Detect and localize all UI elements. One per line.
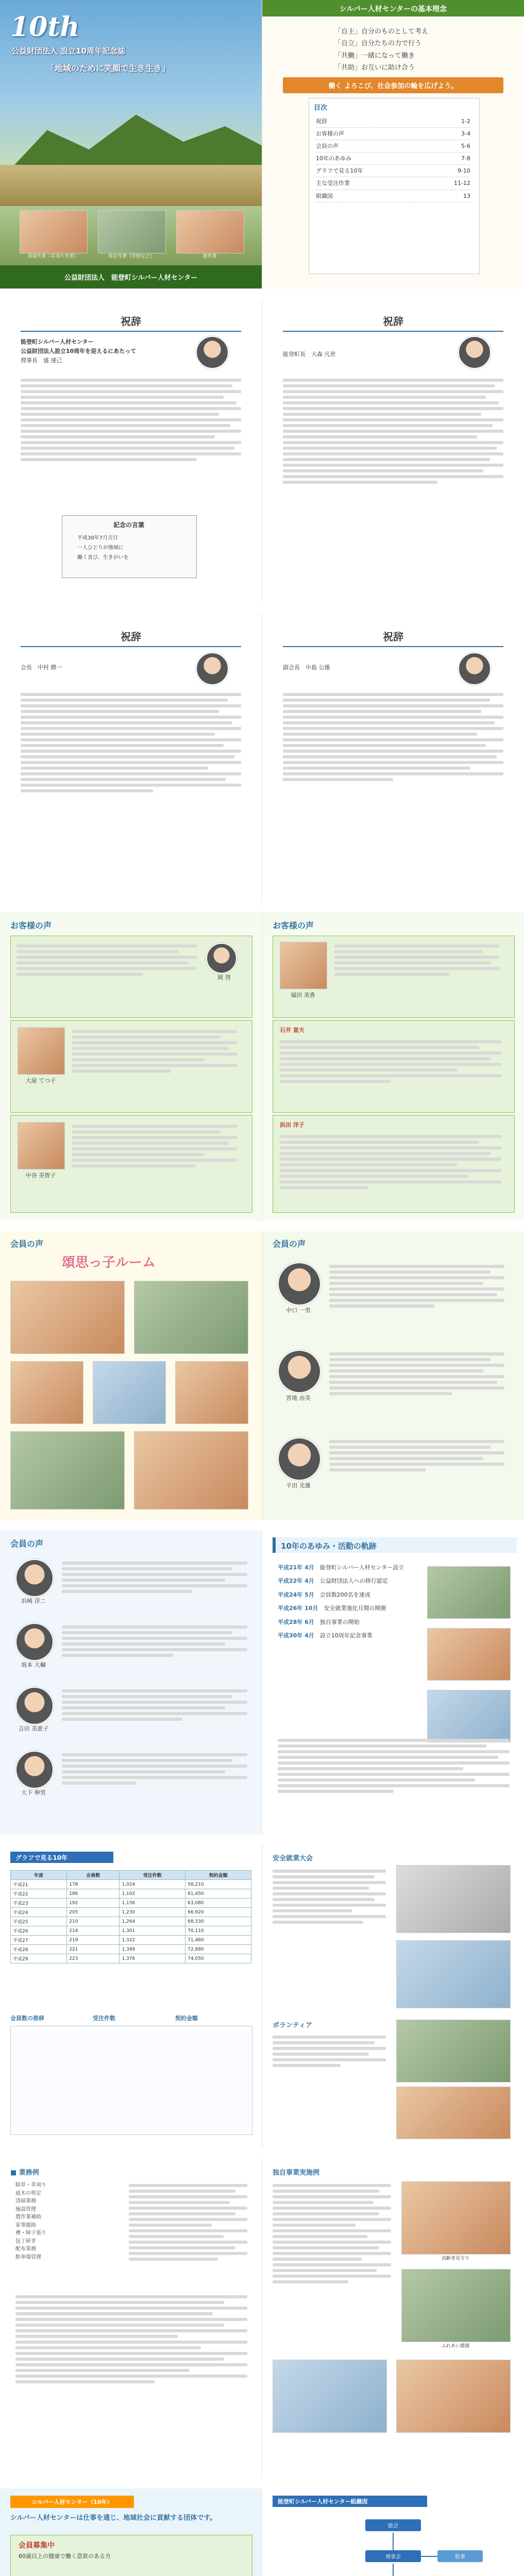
history-list [278,1561,417,1642]
member-text-1 [329,1262,504,1310]
table-row [11,1880,251,1889]
join-title: 会員募集中 [19,2541,55,2550]
toc-row[interactable] [316,177,470,190]
toc-list [316,115,470,202]
works-detail-list [129,2181,247,2263]
org-connector-4 [421,2556,437,2557]
table-header-cell: 受注件数 [120,1871,185,1880]
table-cell: 1,230 [120,1908,185,1917]
works-item: 農作業補助 [15,2214,41,2220]
works-photo-1 [401,2181,511,2255]
table-cell: 68,330 [185,1917,251,1926]
table-cell: 平成24 [11,1908,67,1917]
graphs-table-header [11,1871,251,1880]
history-entry [278,1629,417,1642]
works-item: 襖・障子張り [15,2230,46,2236]
room-photo-3 [10,1361,83,1424]
table-row [11,1908,251,1917]
history-date: 平成21年 4月 [278,1564,314,1571]
table-header-cell: 契約金額 [185,1871,251,1880]
history-entry [278,1602,417,1615]
member-room-page [0,1231,262,1520]
member-name-2: 宮地 由美 [286,1395,311,1401]
works-item: 施設管理 [15,2206,36,2212]
table-cell: 210 [67,1917,120,1926]
table-cell: 70,110 [185,1926,251,1936]
works-item: 清掃業務 [15,2198,36,2204]
member-voice-title-2: 会員の声 [10,1539,44,1549]
table-cell: 219 [67,1936,120,1945]
customer-name-3: 中谷 美智子 [25,1172,56,1179]
history-text: 独自事業の開始 [319,1618,360,1625]
customer-voice-title: お客様の声 [10,921,52,930]
history-photo-3 [427,1690,511,1742]
member-text-3 [329,1437,504,1474]
member2-name-4: 大下 伸男 [21,1789,46,1796]
customer-name-5: 石井 富夫 [280,1027,305,1033]
room-photo-1 [10,1281,125,1354]
works-list-page [0,2159,262,2478]
works-item: 庭木の剪定 [15,2190,41,2196]
cover-subtitle: 公益財団法人 設立10周年記念誌 [11,46,126,56]
member-voice-right [262,1231,524,1520]
anniversary-number: 10th [10,11,80,43]
graph-section-label-2: 受注件数 [93,2015,115,2022]
table-row [11,1926,251,1936]
table-row [11,1917,251,1926]
table-cell: 63,080 [185,1899,251,1908]
org-box-general: 総会 [365,2519,421,2531]
member2-text-3 [62,1687,247,1723]
graphs-spread [0,1844,524,2148]
member2-text-1 [62,1559,247,1596]
member-name-1: 中口 一男 [286,1307,311,1314]
works-item: 配布業務 [15,2246,36,2252]
history-text: 設立10周年記念事業 [319,1632,373,1639]
greeting-title-right: 祝辞 [383,315,403,328]
toc-label: 主な受注作業 [316,180,350,187]
history-text: 安全就業強化月間の開催 [324,1605,386,1612]
history-text: 公益財団法人への移行認定 [319,1578,388,1585]
poem-line: 一人ひとりが地域に [77,545,124,551]
table-row [11,1936,251,1945]
table-cell: 平成26 [11,1926,67,1936]
toc-page: 3-4 [461,130,470,138]
customer-text-2 [72,1027,237,1075]
table-cell: 1,349 [120,1945,185,1954]
safety-photo-2 [396,1940,511,2008]
cover-spread [0,0,524,289]
principle-item: 「自立」自分たちの力で行う [334,40,422,48]
poem-line: 平成30年7月吉日 [77,535,119,541]
greeting2-title-right: 祝辞 [383,631,403,643]
table-cell: 平成27 [11,1936,67,1945]
safety-list [273,1867,386,1926]
member-voice-title-right: 会員の声 [273,1239,306,1249]
org-connector-1 [393,2533,394,2550]
greeting-body [21,376,241,464]
history-photo-2 [427,1628,511,1681]
history-notes [278,1736,510,1795]
table-cell: 平成21 [11,1880,67,1889]
member-name-3: 平田 光雄 [286,1482,311,1489]
poem-line: 働く喜び、生きがいを [77,555,129,561]
closing-banner: シルバー人材センター（10年） [10,2496,134,2508]
history-date: 平成30年 4月 [278,1632,314,1639]
principle-item: 「自主」自分のものとして考え [334,28,429,36]
room-photo-4 [93,1361,166,1424]
member-portrait-3 [278,1437,321,1481]
graphs-table-page [0,1844,262,2148]
history-entry [278,1574,417,1588]
toc-title: 目次 [314,104,328,112]
toc-row[interactable] [316,140,470,152]
toc-label: 組織図 [316,192,333,199]
table-cell: 192 [67,1899,120,1908]
graph-section-label-3: 契約金額 [175,2015,198,2022]
toc-page: 9-10 [458,167,470,175]
greeting-rule [21,331,241,332]
toc-page: 7-8 [461,155,470,162]
closing-left [0,2488,262,2576]
works-photo-2 [401,2269,511,2342]
graph-section-label-1: 会員数の推移 [10,2015,44,2022]
toc-page: 11-12 [454,180,470,187]
table-cell: 214 [67,1926,120,1936]
customer-photo-2 [18,1027,65,1075]
table-cell: 221 [67,1945,120,1954]
member2-portrait-1 [15,1559,54,1597]
toc-label: グラフで見る10年 [316,167,363,175]
chair-portrait [196,652,229,685]
closing-spread [0,2488,524,2576]
customer-photo-4 [280,942,327,989]
safety-photo-1 [396,1865,511,1933]
toc-row[interactable] [316,152,470,165]
customer-name-1: 岡 啓 [217,974,231,981]
volunteer-photo-1 [396,2020,511,2082]
president-portrait [196,336,229,369]
volunteer-list [273,2033,386,2070]
toc-row[interactable] [316,165,470,177]
table-cell: 61,450 [185,1889,251,1899]
table-cell: 1,024 [120,1880,185,1889]
vice-chair-body [283,690,503,784]
history-text: 会員数200名を達成 [319,1591,370,1598]
works-photo-4 [396,2360,511,2433]
principle-item: 「共働」一緒になって働き [334,52,415,60]
member-voice-title: 会員の声 [10,1239,44,1249]
member-voice-2 [0,1530,262,1834]
member2-name-1: 浜崎 洋二 [21,1598,46,1604]
poem-title: 記念の言葉 [113,521,144,529]
member2-portrait-4 [15,1751,54,1789]
works-photo-3 [273,2360,387,2433]
table-cell: 186 [67,1889,120,1899]
toc-row[interactable] [316,190,470,202]
toc-row[interactable] [316,128,470,140]
greeting2-title: 祝辞 [121,631,141,643]
cover-photo-1 [20,210,88,253]
greeting-page-left [0,299,262,603]
vice-chair-portrait [458,652,491,685]
toc-row[interactable] [316,115,470,128]
table-cell: 1,102 [120,1889,185,1899]
cover-footer-org: 公益財団法人 能登町シルバー人材センター [64,274,198,282]
chair-name: 会長 中村 勝一 [21,664,62,671]
room-title: 頌思っ子ルーム [62,1255,156,1270]
table-cell: 平成28 [11,1945,67,1954]
greeting2-rule [21,646,241,647]
table-cell: 1,156 [120,1899,185,1908]
greetings-spread [0,299,524,603]
works-detail-list-2 [15,2293,247,2386]
customer-voice-left [0,912,262,1221]
table-cell: 1,376 [120,1954,185,1963]
cover-photo-label-2: 剪定作業（学校など） [108,254,155,259]
history-spread [0,1530,524,1834]
volunteer-photo-2 [396,2087,511,2139]
mayor-greeting-body [283,376,503,486]
org-box-board: 理事会 [365,2550,421,2562]
customer-name-6: 浜田 洋子 [280,1122,305,1128]
table-row [11,1889,251,1899]
customer-voice-spread [0,912,524,1221]
works-spread [0,2159,524,2478]
greetings-spread-2 [0,613,524,902]
closing-message: シルバー人材センターは仕事を通じ、地域社会に貢献する団体です。 [10,2514,217,2522]
works-right-list [273,2181,391,2286]
graphs-photo-page [262,1844,524,2148]
greeting2-rule-right [283,646,503,647]
mayor-name: 能登町長 大森 凡世 [283,351,336,358]
member-voice-spread [0,1231,524,1520]
table-cell: 1,264 [120,1917,185,1926]
customer-name-2: 大屋 てつ子 [25,1077,56,1084]
customer-text-4 [334,942,499,978]
history-date: 平成24年 5月 [278,1591,314,1598]
works-photo-caption-1: 高齢者見守り [441,2256,469,2261]
table-header-cell: 会員数 [67,1871,120,1880]
graphs-table [10,1870,251,1963]
greeting-org: 能登町シルバー人材センター [21,338,94,345]
cover-photo-2 [98,210,166,253]
member2-portrait-3 [15,1687,54,1725]
toc-page: 1-2 [461,118,470,125]
table-row [11,1899,251,1908]
history-title: 10年のあゆみ・活動の軌跡 [281,1541,377,1551]
table-header-cell: 年度 [11,1871,67,1880]
greeting2-right [262,613,524,902]
member2-name-3: 吉田 美恵子 [18,1725,49,1732]
toc-label: お客様の声 [316,130,344,138]
principles-page [262,0,524,289]
table-cell: 平成29 [11,1954,67,1963]
works-photo-page [262,2159,524,2478]
greeting-rule-right [283,331,503,332]
table-cell: 205 [67,1908,120,1917]
toc-label: 会員の声 [316,143,339,150]
field-shape [0,165,262,206]
greeting2-left [0,613,262,902]
history-entry [278,1616,417,1629]
cover-photo-label-3: 農作業 [202,254,217,259]
mayor-portrait [458,336,491,369]
cover-photo-label-1: 清掃作業（草刈り作業） [27,254,79,259]
graph-area [10,2026,252,2135]
greeting-page-right [262,299,524,603]
history-date: 平成28年 6月 [278,1618,314,1625]
member-text-2 [329,1350,504,1398]
customer-text-6 [280,1132,501,1192]
room-photo-7 [134,1431,248,1510]
cover-slogan: 「地域のために笑顔で生き生き」 [46,63,171,73]
works-right-title: 独自事業実施例 [273,2169,320,2177]
table-row [11,1954,251,1963]
table-cell: 74,050 [185,1954,251,1963]
table-cell: 平成22 [11,1889,67,1899]
vice-chair-name: 副会長 中島 公雄 [283,664,330,671]
graphs-title: グラフで見る10年 [15,1854,68,1861]
table-cell: 66,920 [185,1908,251,1917]
works-list [15,2181,119,2261]
greeting-caption: 公益財団法人設立10周年を迎えるにあたって [21,348,137,354]
customer-photo-3 [18,1122,65,1170]
room-photo-5 [175,1361,248,1424]
table-cell: 178 [67,1880,120,1889]
safety-title: 安全就業大会 [273,1855,313,1862]
table-cell: 平成23 [11,1899,67,1908]
org-connector-2 [393,2564,394,2576]
works-item: 包丁研ぎ [15,2238,36,2244]
history-date: 平成26年 10月 [278,1605,318,1612]
history-date: 平成22年 4月 [278,1578,314,1585]
customer-voice-right [262,912,524,1221]
table-cell: 1,322 [120,1936,185,1945]
customer-text-1 [16,942,197,978]
toc-page: 5-6 [461,143,470,150]
member2-text-4 [62,1751,247,1787]
member2-name-2: 坂本 大輔 [21,1662,46,1668]
greeting-title: 祝辞 [121,315,141,328]
volunteer-title: ボランティア [273,2022,312,2029]
table-cell: 71,460 [185,1936,251,1945]
customer-text-5 [280,1038,501,1086]
greeting-name: 理事長 盛 達己 [21,357,62,364]
table-cell: 58,210 [185,1880,251,1889]
table-cell: 72,880 [185,1945,251,1954]
works-item: 駐車場管理 [15,2254,41,2260]
cover-photo-3 [176,210,244,253]
history-text: 能登町シルバー人材センター設立 [319,1564,404,1571]
member-portrait-2 [278,1350,321,1393]
table-cell: 平成25 [11,1917,67,1926]
works-item: 家事援助 [15,2222,36,2228]
table-row [11,1945,251,1954]
join-text: 60歳以上の健康で働く意欲のある方 [19,2553,111,2560]
toc-label: 祝辞 [316,118,327,125]
member-portrait-1 [278,1262,321,1306]
history-entry [278,1588,417,1602]
room-photo-2 [134,1281,248,1354]
works-item: 除草・草刈り [15,2182,46,2188]
principle-item: 「共助」お互いに助け合う [334,64,415,72]
principles-header: シルバー人材センターの基本理念 [339,5,447,13]
room-photo-6 [10,1431,125,1510]
cover-page [0,0,262,289]
works-list-title: ■ 業務例 [10,2169,39,2177]
customer-voice-title-right: お客様の声 [273,921,314,930]
table-cell: 1,301 [120,1926,185,1936]
principles-list [334,26,428,74]
poem-lines [77,533,129,563]
table-cell: 223 [67,1954,120,1963]
org-box-auditor: 監事 [437,2550,483,2562]
chair-body [21,690,241,795]
customer-portrait-1 [206,943,237,974]
principles-banner: 働く よろこび、社会参加の輪を広げよう。 [283,77,503,93]
member2-portrait-2 [15,1623,54,1661]
history-page [262,1530,524,1834]
org-chart-page [262,2488,524,2576]
works-photo-caption-2: ふれあい農園 [441,2344,469,2349]
toc-label: 10年のあゆみ [316,155,351,162]
member2-text-2 [62,1623,247,1659]
toc-page: 13 [463,192,470,199]
history-photo-1 [427,1566,511,1619]
customer-name-4: 福田 美香 [291,992,315,998]
history-entry [278,1561,417,1574]
org-title: 能登町シルバー人材センター組織図 [278,2498,368,2505]
customer-text-3 [72,1122,237,1170]
